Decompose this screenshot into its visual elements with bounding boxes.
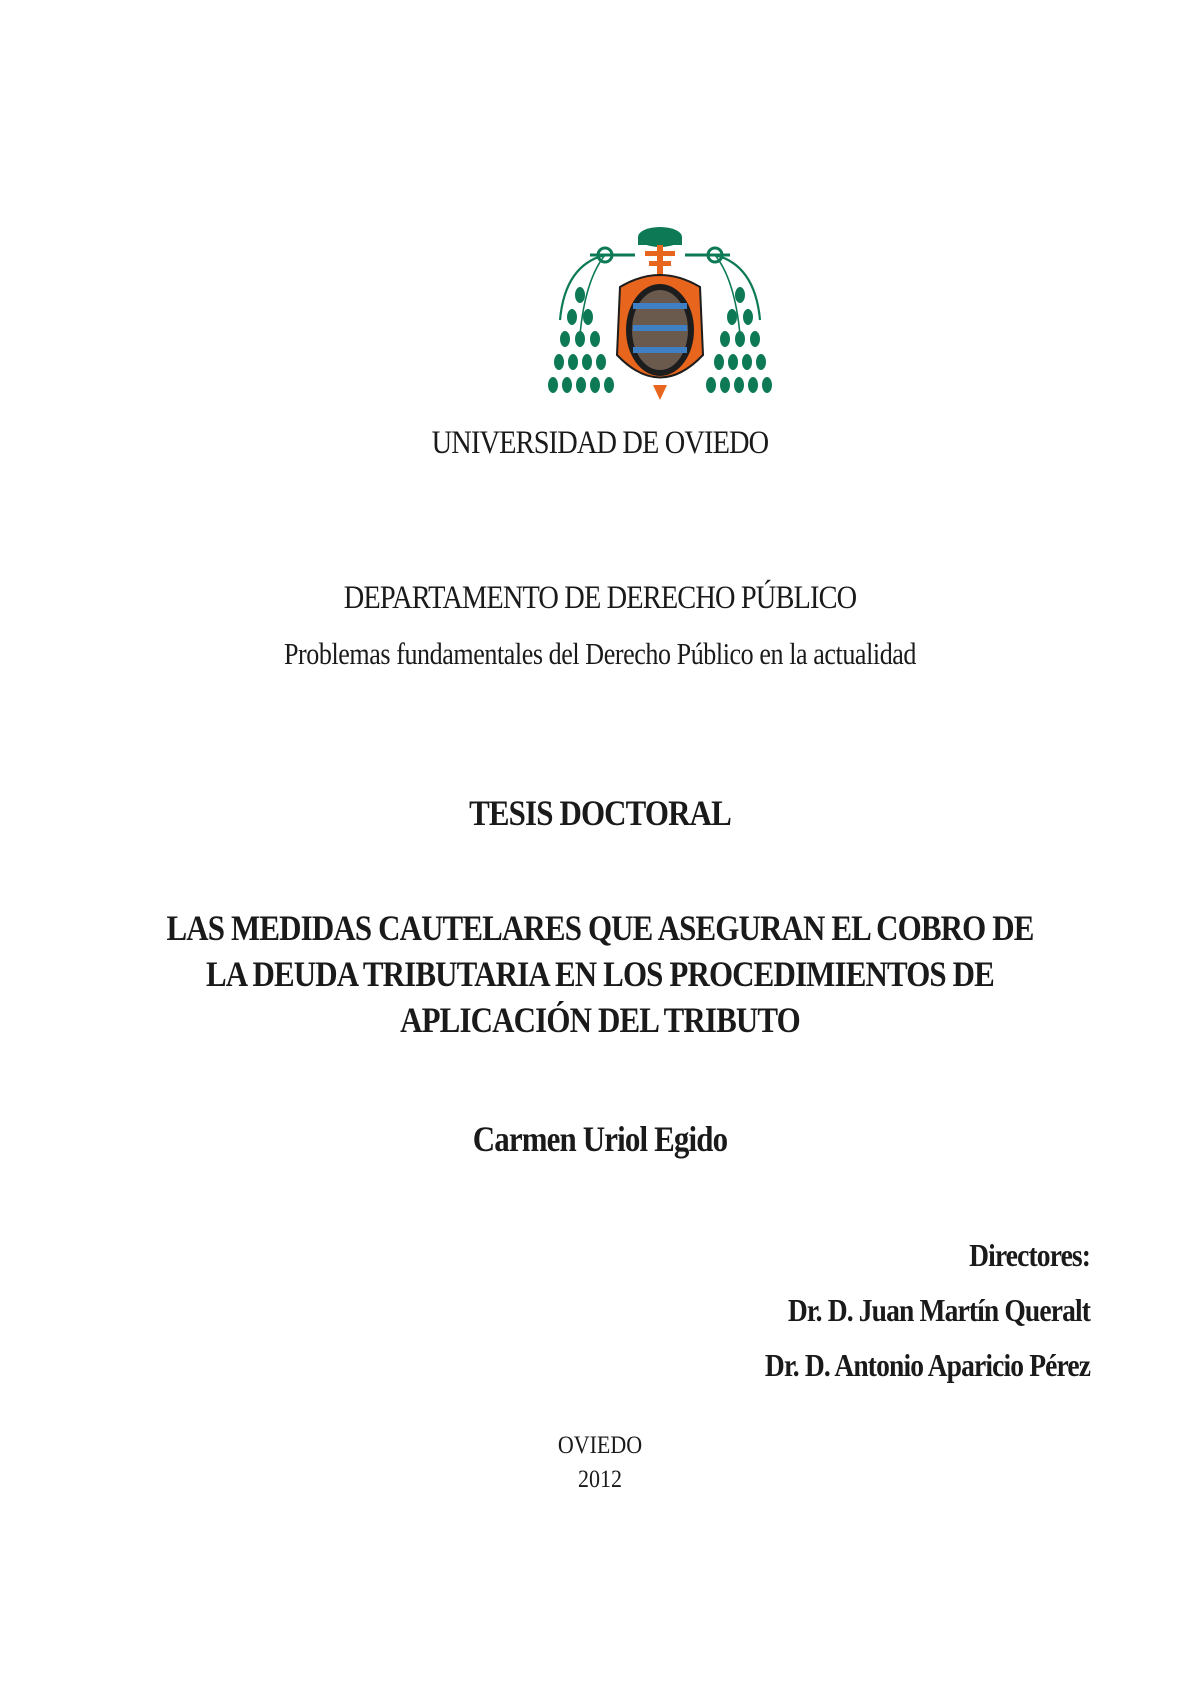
director-name: Dr. D. Antonio Aparicio Pérez: [764, 1347, 1090, 1383]
year: 2012: [578, 1466, 622, 1493]
thesis-title-line: LAS MEDIDAS CAUTELARES QUE ASEGURAN EL COBRO DE: [166, 908, 1034, 948]
author-name: Carmen Uriol Egido: [472, 1119, 728, 1159]
thesis-title-line: LA DEUDA TRIBUTARIA EN LOS PROCEDIMIENTOS DE: [206, 954, 994, 994]
thesis-title: [84, 905, 1116, 1043]
doctoral-program: Problemas fundamentales del Derecho Público en la actualidad: [283, 636, 917, 671]
directors-block: [765, 1228, 1090, 1393]
university-name: UNIVERSIDAD DE OVIEDO: [431, 425, 769, 461]
university-coat-of-arms-icon: [545, 225, 775, 410]
thesis-type: TESIS DOCTORAL: [469, 793, 731, 833]
city: OVIEDO: [557, 1432, 643, 1459]
directors-label: Directores:: [969, 1237, 1090, 1273]
department-name: DEPARTAMENTO DE DERECHO PÚBLICO: [343, 580, 857, 616]
director-name: Dr. D. Juan Martín Queralt: [787, 1292, 1090, 1328]
thesis-title-line: APLICACIÓN DEL TRIBUTO: [400, 1000, 800, 1040]
